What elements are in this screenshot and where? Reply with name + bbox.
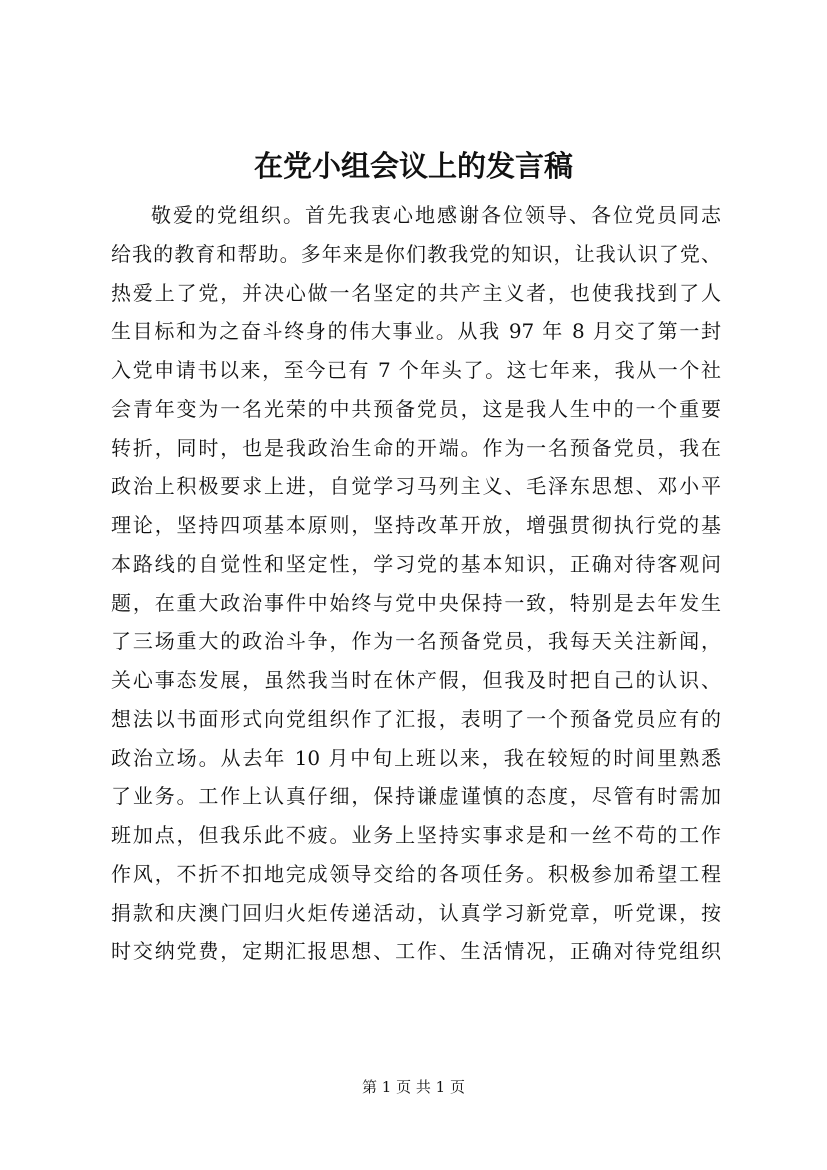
body-line: 本路线的自觉性和坚定性，学习党的基本知识，正确对待客观问	[111, 551, 721, 576]
body-line: 题，在重大政治事件中始终与党中央保持一致，特别是去年发生	[111, 590, 721, 615]
body-line: 理论，坚持四项基本原则，坚持改革开放，增强贯彻执行党的基	[111, 513, 721, 537]
body-line: 作风，不折不扣地完成领导交给的各项任务。积极参加希望工程	[111, 861, 721, 886]
body-line: 捐款和庆澳门回归火炬传递活动，认真学习新党章，听党课，按	[111, 900, 721, 925]
page-number-footer: 第 1 页 共 1 页	[362, 1078, 465, 1096]
body-line: 班加点，但我乐此不疲。业务上坚持实事求是和一丝不苟的工作	[111, 823, 721, 847]
body-line: 转折，同时，也是我政治生命的开端。作为一名预备党员，我在	[111, 435, 721, 460]
body-line: 给我的教育和帮助。多年来是你们教我党的知识，让我认识了党、	[111, 241, 721, 266]
body-line: 热爱上了党，并决心做一名坚定的共产主义者，也使我找到了人	[111, 280, 721, 305]
document-title: 在党小组会议上的发言稿	[253, 149, 573, 183]
body-line: 敬爱的党组织。首先我衷心地感谢各位领导、各位党员同志	[151, 203, 721, 227]
body-line: 会青年变为一名光荣的中共预备党员，这是我人生中的一个重要	[111, 396, 721, 421]
document-body	[111, 196, 721, 971]
body-line: 政治上积极要求上进，自觉学习马列主义、毛泽东思想、邓小平	[111, 474, 721, 499]
body-line: 政治立场。从去年 10 月中旬上班以来，我在较短的时间里熟悉	[111, 745, 721, 770]
body-line: 入党申请书以来，至今已有 7 个年头了。这七年来，我从一个社	[111, 358, 721, 382]
body-line: 了三场重大的政治斗争，作为一名预备党员，我每天关注新闻，	[111, 629, 721, 654]
body-line: 了业务。工作上认真仔细，保持谦虚谨慎的态度，尽管有时需加	[111, 784, 721, 809]
body-line: 生目标和为之奋斗终身的伟大事业。从我 97 年 8 月交了第一封	[111, 319, 721, 344]
body-line: 时交纳党费，定期汇报思想、工作、生活情况，正确对待党组织	[111, 939, 721, 964]
body-line: 关心事态发展，虽然我当时在休产假，但我及时把自己的认识、	[111, 668, 721, 692]
body-line: 想法以书面形式向党组织作了汇报，表明了一个预备党员应有的	[111, 706, 721, 731]
